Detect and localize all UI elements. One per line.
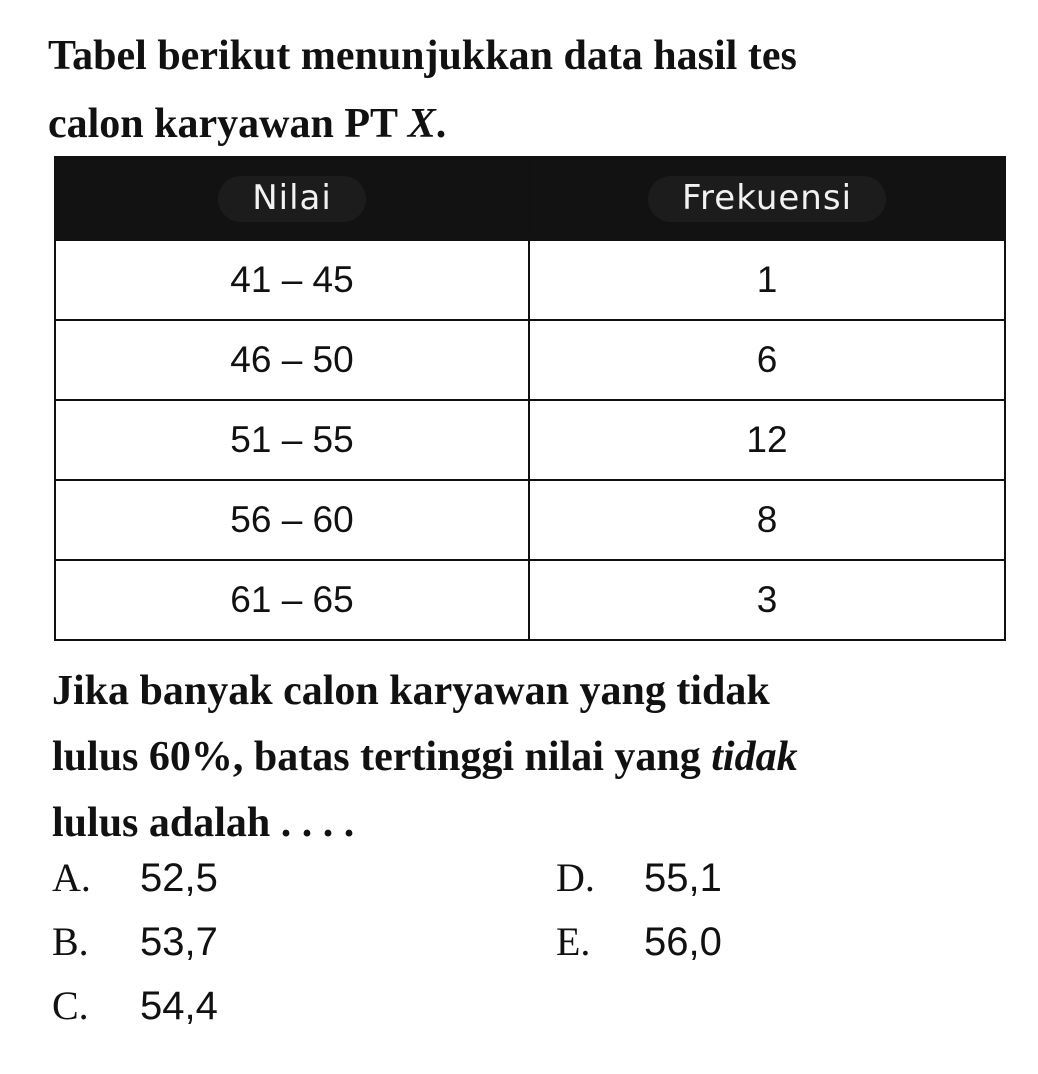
intro-line-2 — [48, 90, 978, 158]
table-row — [55, 560, 1005, 640]
intro-line-2-suffix: . — [435, 101, 447, 147]
intro-text — [48, 22, 978, 158]
table-row — [55, 240, 1005, 320]
header-nilai — [55, 157, 529, 240]
option-d-letter: D. — [556, 855, 595, 900]
frequency-table — [54, 156, 1006, 641]
cell-nilai: 41 – 45 — [55, 240, 529, 320]
table-header-row — [55, 157, 1005, 240]
option-c[interactable] — [52, 976, 218, 1036]
option-c-value: 54,4 — [140, 984, 218, 1028]
header-frekuensi-label: Frekuensi — [648, 176, 886, 222]
table-row — [55, 480, 1005, 560]
option-d[interactable] — [556, 848, 722, 908]
option-a-value: 52,5 — [140, 856, 218, 900]
question-line-3: lulus adalah . . . . — [52, 800, 355, 846]
header-nilai-label: Nilai — [218, 176, 366, 222]
option-b-letter: B. — [52, 919, 89, 964]
cell-nilai: 51 – 55 — [55, 400, 529, 480]
header-frekuensi — [529, 157, 1005, 240]
company-variable: X — [407, 101, 436, 147]
option-c-letter: C. — [52, 983, 89, 1028]
intro-line-2-prefix: calon karyawan PT — [48, 101, 408, 147]
cell-frekuensi: 8 — [529, 480, 1005, 560]
table-row — [55, 400, 1005, 480]
question-line-2 — [52, 724, 992, 790]
cell-nilai: 56 – 60 — [55, 480, 529, 560]
cell-frekuensi: 6 — [529, 320, 1005, 400]
option-e-value: 56,0 — [644, 920, 722, 964]
option-e-letter: E. — [556, 919, 591, 964]
table-row — [55, 320, 1005, 400]
option-b[interactable] — [52, 912, 218, 972]
intro-line-1: Tabel berikut menunjukkan data hasil tes — [48, 33, 797, 79]
question-line-1: Jika banyak calon karyawan yang tidak — [52, 668, 770, 714]
question-emphasis: tidak — [711, 734, 798, 780]
option-d-value: 55,1 — [644, 856, 722, 900]
answer-options — [52, 848, 952, 1048]
cell-frekuensi: 12 — [529, 400, 1005, 480]
cell-nilai: 61 – 65 — [55, 560, 529, 640]
cell-nilai: 46 – 50 — [55, 320, 529, 400]
frequency-table-container — [54, 156, 1004, 641]
cell-frekuensi: 3 — [529, 560, 1005, 640]
option-a[interactable] — [52, 848, 218, 908]
question-line-2-prefix: lulus 60%, batas tertinggi nilai yang — [52, 734, 712, 780]
option-b-value: 53,7 — [140, 920, 218, 964]
question-text — [52, 658, 992, 856]
option-e[interactable] — [556, 912, 722, 972]
option-a-letter: A. — [52, 855, 91, 900]
cell-frekuensi: 1 — [529, 240, 1005, 320]
